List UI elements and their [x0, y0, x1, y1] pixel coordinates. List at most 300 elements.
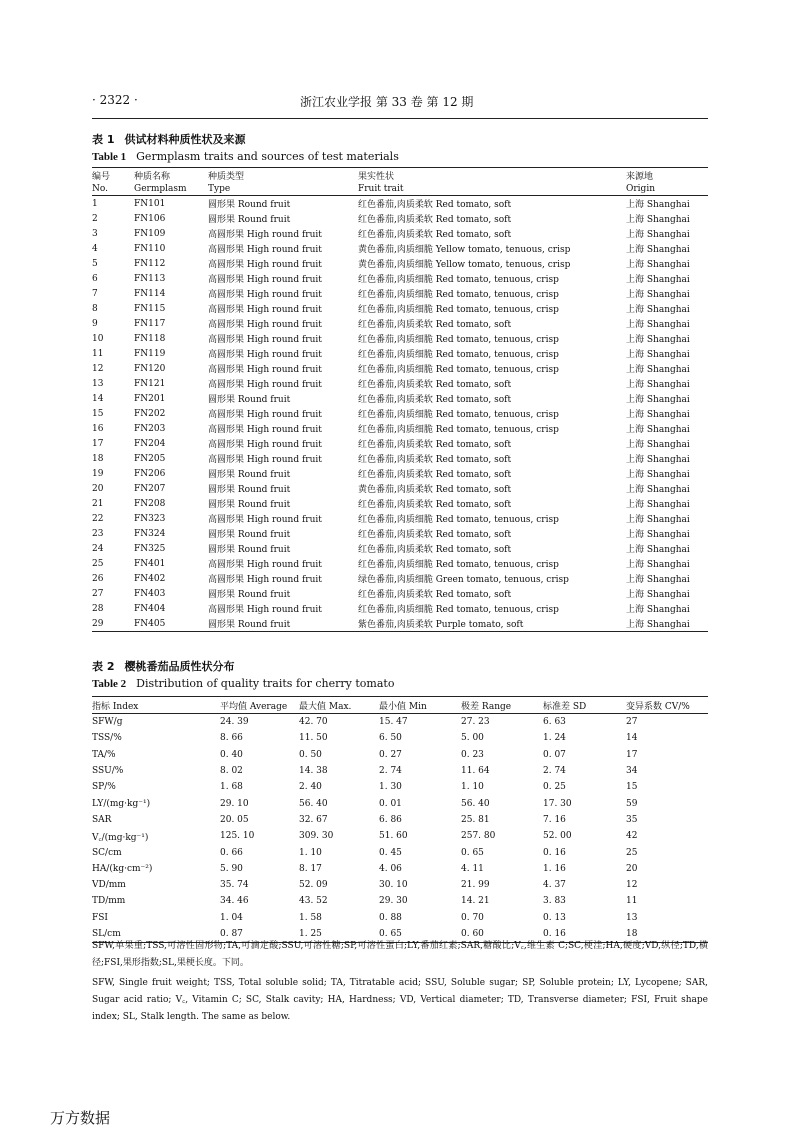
table-cell: 4. 37	[543, 880, 566, 891]
table-cell: TA/%	[92, 749, 116, 760]
table-cell: 上海 Shanghai	[626, 335, 690, 345]
table-cell: 红色番茄,肉质细脆 Red tomato, tenuous, crisp	[358, 290, 559, 300]
table-cell: 4	[92, 243, 98, 254]
table-cell: 圆形果 Round fruit	[208, 215, 291, 225]
table-cell: 0. 45	[379, 847, 402, 858]
table-row	[92, 861, 708, 877]
table-cell: 高圆形果 High round fruit	[208, 290, 322, 300]
column-header: Type	[208, 182, 358, 196]
table-row	[92, 391, 708, 406]
table-cell: 红色番茄,肉质细脆 Red tomato, tenuous, crisp	[358, 305, 559, 315]
table-cell: 上海 Shanghai	[626, 395, 690, 405]
table-cell: 红色番茄,肉质柔软 Red tomato, soft	[358, 200, 512, 210]
table-cell: 8	[92, 303, 98, 314]
table-cell: FSI	[92, 912, 108, 923]
table-cell: FN118	[134, 333, 166, 344]
table-cell: LY/(mg·kg⁻¹)	[92, 798, 151, 809]
table-row	[92, 910, 708, 926]
table-cell: 5. 00	[461, 733, 484, 744]
table-cell: 27	[92, 588, 104, 599]
table-cell: FN325	[134, 543, 166, 554]
header-rule	[92, 118, 708, 119]
table-cell: 红色番茄,肉质细脆 Red tomato, tenuous, crisp	[358, 410, 559, 420]
table-cell: 高圆形果 High round fruit	[208, 320, 322, 330]
table-cell: 上海 Shanghai	[626, 215, 690, 225]
table-cell: 0. 60	[461, 926, 543, 943]
table-cell: 上海 Shanghai	[626, 320, 690, 330]
table-cell: FN110	[134, 243, 166, 254]
table-cell: FN208	[134, 498, 166, 509]
column-header: 标准差 SD	[543, 697, 626, 714]
table-cell: 11. 64	[461, 766, 490, 777]
table-cell: 29	[92, 616, 134, 632]
table-row	[92, 211, 708, 226]
table-cell: 上海 Shanghai	[626, 530, 690, 540]
table-row	[92, 747, 708, 763]
table-cell: 0. 88	[379, 912, 402, 923]
table-cell: 红色番茄,肉质细脆 Red tomato, tenuous, crisp	[358, 365, 559, 375]
table2	[92, 696, 708, 943]
table-cell: 52. 00	[543, 831, 572, 842]
table-cell: FN404	[134, 603, 166, 614]
table-cell: 0. 40	[220, 749, 243, 760]
column-header: 平均值 Average	[220, 697, 299, 714]
table-cell: HA/(kg·cm⁻²)	[92, 863, 153, 874]
column-header: 来源地	[626, 168, 708, 183]
table-cell: 34. 46	[220, 896, 249, 907]
table-cell: 高圆形果 High round fruit	[208, 380, 322, 390]
table-cell: 15	[626, 782, 638, 793]
table-row	[92, 779, 708, 795]
table-cell: 高圆形果 High round fruit	[208, 425, 322, 435]
table-cell: 3. 83	[543, 896, 566, 907]
table-cell: 8. 02	[220, 766, 243, 777]
table-cell: 26	[92, 573, 104, 584]
table-cell: 4. 11	[461, 863, 484, 874]
table-row	[92, 286, 708, 301]
table-cell: 2. 74	[379, 766, 402, 777]
table-cell: 25. 81	[461, 814, 490, 825]
table-row	[92, 893, 708, 909]
table-cell: 高圆形果 High round fruit	[208, 365, 322, 375]
column-header: 指标 Index	[92, 697, 220, 714]
table-cell: 高圆形果 High round fruit	[208, 275, 322, 285]
table-cell: 高圆形果 High round fruit	[208, 350, 322, 360]
table-cell: 6. 50	[379, 733, 402, 744]
table-cell: 红色番茄,肉质柔软 Red tomato, soft	[358, 380, 512, 390]
table-cell: 7. 16	[543, 814, 566, 825]
table-cell: 圆形果 Round fruit	[208, 500, 291, 510]
table-cell: 1. 30	[379, 782, 402, 793]
table-row	[92, 730, 708, 746]
table-cell: FN402	[134, 573, 166, 584]
table-cell: 28	[92, 603, 104, 614]
table-cell: FN120	[134, 363, 166, 374]
table-cell: 红色番茄,肉质柔软 Red tomato, soft	[358, 500, 512, 510]
table-row	[92, 714, 708, 731]
table-cell: 18	[626, 926, 708, 943]
table-cell: 高圆形果 High round fruit	[208, 335, 322, 345]
column-header: 变异系数 CV/%	[626, 697, 708, 714]
table-row	[92, 376, 708, 391]
table-cell: 24	[92, 543, 104, 554]
table-cell: FN403	[134, 588, 166, 599]
table-cell: 0. 87	[220, 926, 299, 943]
table-cell: 上海 Shanghai	[626, 440, 690, 450]
table-cell: 6	[92, 273, 98, 284]
table-cell: 0. 65	[461, 847, 484, 858]
table-cell: 1. 25	[299, 926, 379, 943]
table-cell: 12	[626, 880, 638, 891]
table-row	[92, 301, 708, 316]
table-cell: 高圆形果 High round fruit	[208, 575, 322, 585]
table-row	[92, 421, 708, 436]
table-row	[92, 196, 708, 212]
table2-note-en: SFW, Single fruit weight; TSS, Total soluble solid; TA, Titratable acid; SSU, Soluble sugar; SP, Soluble protein; LY, Lycopene; SAR, Sugar acid ratio; V꜀, Vitamin C; SC, Stalk cavity; HA, Hardness; VD, Vertical diameter; TD, Transverse diameter; FSI, Fruit shape index; SL, Stalk length. The same as below.	[92, 978, 708, 1022]
table-cell: 8. 66	[220, 733, 243, 744]
table-cell: 42. 70	[299, 717, 328, 728]
table-cell: FN119	[134, 348, 166, 359]
table-cell: 上海 Shanghai	[626, 515, 690, 525]
table-row	[92, 571, 708, 586]
table-cell: 0. 65	[379, 926, 461, 943]
table-cell: 1	[92, 198, 98, 209]
table-cell: FN207	[134, 483, 166, 494]
table-cell: 56. 40	[299, 798, 328, 809]
table-cell: 25	[626, 847, 638, 858]
table1-header-en	[92, 182, 708, 196]
table-cell: 红色番茄,肉质细脆 Red tomato, tenuous, crisp	[358, 350, 559, 360]
table-cell: 21. 99	[461, 880, 490, 891]
table-cell: 上海 Shanghai	[626, 305, 690, 315]
table-cell: 1. 68	[220, 782, 243, 793]
table-cell: 上海 Shanghai	[626, 605, 690, 615]
table-cell: 20	[92, 483, 104, 494]
table-cell: 红色番茄,肉质细脆 Red tomato, tenuous, crisp	[358, 275, 559, 285]
table-cell: 5	[92, 258, 98, 269]
table-cell: FN203	[134, 423, 166, 434]
table-cell: 红色番茄,肉质柔软 Red tomato, soft	[358, 545, 512, 555]
table-cell: 黄色番茄,肉质细脆 Yellow tomato, tenuous, crisp	[358, 245, 571, 255]
table-cell: FN401	[134, 558, 166, 569]
table-row	[92, 601, 708, 616]
table-cell: FN323	[134, 513, 166, 524]
table-cell: SSU/%	[92, 766, 124, 777]
table-cell: 上海 Shanghai	[626, 410, 690, 420]
table-cell: 13	[626, 912, 638, 923]
table-cell: 17	[92, 438, 104, 449]
table-cell: TSS/%	[92, 733, 122, 744]
table-cell: 0. 66	[220, 847, 243, 858]
table-cell: 圆形果 Round fruit	[208, 470, 291, 480]
table-cell: 4. 06	[379, 863, 402, 874]
table-row	[92, 511, 708, 526]
table-cell: 黄色番茄,肉质细脆 Yellow tomato, tenuous, crisp	[358, 260, 571, 270]
table-cell: 32. 67	[299, 814, 328, 825]
table-row	[92, 361, 708, 376]
table-cell: 上海 Shanghai	[626, 350, 690, 360]
table-cell: 34	[626, 766, 638, 777]
table-row	[92, 271, 708, 286]
table-row	[92, 316, 708, 331]
table-cell: 6. 63	[543, 717, 566, 728]
table-cell: 红色番茄,肉质柔软 Red tomato, soft	[358, 455, 512, 465]
table-cell: 红色番茄,肉质细脆 Red tomato, tenuous, crisp	[358, 605, 559, 615]
table-row	[92, 436, 708, 451]
table-cell: 上海 Shanghai	[626, 200, 690, 210]
table-cell: 309. 30	[299, 831, 334, 842]
table-cell: FN101	[134, 198, 166, 209]
table-cell: 红色番茄,肉质柔软 Red tomato, soft	[358, 470, 512, 480]
table-row	[92, 406, 708, 421]
table-row	[92, 451, 708, 466]
table-cell: 上海 Shanghai	[626, 425, 690, 435]
table-cell: 7	[92, 288, 98, 299]
table-cell: 上海 Shanghai	[626, 500, 690, 510]
table-cell: 黄色番茄,肉质柔软 Red tomato, soft	[358, 485, 512, 495]
table-cell: 14	[92, 393, 104, 404]
table-cell: SC/cm	[92, 847, 122, 858]
table-cell: 绿色番茄,肉质细脆 Green tomato, tenuous, crisp	[358, 575, 569, 585]
table-cell: 16	[92, 423, 104, 434]
table-cell: 10	[92, 333, 104, 344]
table-row	[92, 346, 708, 361]
table-cell: 高圆形果 High round fruit	[208, 515, 322, 525]
table-cell: 红色番茄,肉质细脆 Red tomato, tenuous, crisp	[358, 335, 559, 345]
table-cell: 2. 40	[299, 782, 322, 793]
table-cell: 上海 Shanghai	[626, 230, 690, 240]
table-cell: 红色番茄,肉质柔软 Red tomato, soft	[358, 440, 512, 450]
table-cell: 上海 Shanghai	[626, 590, 690, 600]
table-cell: SFW/g	[92, 717, 123, 728]
table-cell: FN114	[134, 288, 166, 299]
table-cell: 上海 Shanghai	[626, 575, 690, 585]
table-cell: SL/cm	[92, 926, 220, 943]
table-cell: 高圆形果 High round fruit	[208, 260, 322, 270]
table-row	[92, 331, 708, 346]
table-cell: 红色番茄,肉质柔软 Red tomato, soft	[358, 320, 512, 330]
table-cell: FN201	[134, 393, 166, 404]
table-cell: 0. 16	[543, 926, 626, 943]
table-cell: 17	[626, 749, 638, 760]
table-cell: 18	[92, 453, 104, 464]
table-cell: 52. 09	[299, 880, 328, 891]
table-cell: 0. 25	[543, 782, 566, 793]
table-cell: 17. 30	[543, 798, 572, 809]
table-cell: FN109	[134, 228, 166, 239]
table-cell: FN405	[134, 616, 208, 632]
table-cell: 14. 21	[461, 896, 490, 907]
table-cell: 0. 50	[299, 749, 322, 760]
table-cell: 上海 Shanghai	[626, 260, 690, 270]
table-cell: 19	[92, 468, 104, 479]
table-cell: SAR	[92, 814, 112, 825]
table-cell: 上海 Shanghai	[626, 470, 690, 480]
column-header: 果实性状	[358, 168, 626, 183]
table2-header	[92, 697, 708, 714]
table-cell: FN121	[134, 378, 166, 389]
table-row	[92, 616, 708, 632]
table-cell: 高圆形果 High round fruit	[208, 560, 322, 570]
table-cell: 0. 70	[461, 912, 484, 923]
table-cell: 1. 10	[299, 847, 322, 858]
table-cell: 上海 Shanghai	[626, 275, 690, 285]
table-row	[92, 526, 708, 541]
table-cell: 红色番茄,肉质柔软 Red tomato, soft	[358, 215, 512, 225]
table-cell: 51. 60	[379, 831, 408, 842]
table-row	[92, 226, 708, 241]
table-cell: 圆形果 Round fruit	[208, 395, 291, 405]
table-cell: 35	[626, 814, 638, 825]
table-cell: 红色番茄,肉质细脆 Red tomato, tenuous, crisp	[358, 515, 559, 525]
table-cell: 1. 16	[543, 863, 566, 874]
table-cell: 红色番茄,肉质柔软 Red tomato, soft	[358, 230, 512, 240]
table-row	[92, 812, 708, 828]
table-cell: 红色番茄,肉质细脆 Red tomato, tenuous, crisp	[358, 425, 559, 435]
table-cell: 14	[626, 733, 638, 744]
table-cell: FN324	[134, 528, 166, 539]
table1	[92, 167, 708, 632]
table-row	[92, 795, 708, 811]
column-header: 最小值 Min	[379, 697, 461, 714]
table2-caption-en: Table 2 Distribution of quality traits for cherry tomato	[92, 677, 395, 690]
table-cell: 30. 10	[379, 880, 408, 891]
table-cell: 圆形果 Round fruit	[208, 616, 358, 632]
table-cell: 23	[92, 528, 104, 539]
table-row	[92, 877, 708, 893]
table-cell: 0. 07	[543, 749, 566, 760]
table-cell: VD/mm	[92, 880, 126, 891]
table-cell: FN112	[134, 258, 166, 269]
table-cell: 22	[92, 513, 104, 524]
table-cell: 42	[626, 831, 638, 842]
column-header: 编号	[92, 168, 134, 183]
table-cell: V꜀/(mg·kg⁻¹)	[92, 832, 149, 843]
table2-note-cn: SFW,单果重;TSS,可溶性固形物;TA,可滴定酸;SSU,可溶性糖;SP,可溶性蛋白;LY,番茄红素;SAR,糖酸比;V꜀,维生素 C;SC,梗洼;HA,硬度;VD,纵径;TD,横径;FSI,果形指数;SL,果梗长度。下同。	[92, 941, 708, 968]
table-cell: TD/mm	[92, 896, 126, 907]
table-cell: 3	[92, 228, 98, 239]
table-cell: 21	[92, 498, 104, 509]
column-header: Germplasm	[134, 182, 208, 196]
table-cell: 0. 23	[461, 749, 484, 760]
table-cell: SP/%	[92, 782, 116, 793]
column-header: Origin	[626, 182, 708, 196]
table-cell: 6. 86	[379, 814, 402, 825]
table-cell: 11	[92, 348, 104, 359]
table-cell: 0. 13	[543, 912, 566, 923]
column-header: 种质类型	[208, 168, 358, 183]
table-cell: 红色番茄,肉质柔软 Red tomato, soft	[358, 395, 512, 405]
table-cell: 高圆形果 High round fruit	[208, 245, 322, 255]
table-cell: 上海 Shanghai	[626, 290, 690, 300]
table-cell: 圆形果 Round fruit	[208, 530, 291, 540]
table-cell: 圆形果 Round fruit	[208, 590, 291, 600]
page-number: · 2322 ·	[92, 93, 138, 107]
table-cell: 27	[626, 717, 638, 728]
table-cell: 1. 24	[543, 733, 566, 744]
table2-caption-cn: 表 2 樱桃番茄品质性状分布	[92, 660, 235, 673]
table-cell: 上海 Shanghai	[626, 560, 690, 570]
table-cell: 25	[92, 558, 104, 569]
table-cell: FN206	[134, 468, 166, 479]
table-cell: 11	[626, 896, 638, 907]
table-cell: 59	[626, 798, 638, 809]
table-cell: 27. 23	[461, 717, 490, 728]
table-cell: 上海 Shanghai	[626, 365, 690, 375]
table-cell: 15	[92, 408, 104, 419]
table-cell: 上海 Shanghai	[626, 455, 690, 465]
table-cell: 高圆形果 High round fruit	[208, 230, 322, 240]
table-cell: 1. 04	[220, 912, 243, 923]
table-cell: 24. 39	[220, 717, 249, 728]
table-cell: 5. 90	[220, 863, 243, 874]
table-row	[92, 466, 708, 481]
table-cell: 29. 30	[379, 896, 408, 907]
table-cell: 8. 17	[299, 863, 322, 874]
table-row	[92, 541, 708, 556]
wanfang-watermark: 万方数据	[50, 1109, 111, 1127]
table-cell: 14. 38	[299, 766, 328, 777]
table-cell: 13	[92, 378, 104, 389]
table-row	[92, 256, 708, 271]
table-cell: 11. 50	[299, 733, 328, 744]
column-header: 种质名称	[134, 168, 208, 183]
table-cell: 紫色番茄,肉质柔软 Purple tomato, soft	[358, 616, 626, 632]
journal-title: 浙江农业学报 第 33 卷 第 12 期	[300, 95, 474, 109]
table-cell: 56. 40	[461, 798, 490, 809]
table-cell: 0. 16	[543, 847, 566, 858]
table-cell: 高圆形果 High round fruit	[208, 410, 322, 420]
table-cell: 红色番茄,肉质柔软 Red tomato, soft	[358, 530, 512, 540]
table-cell: FN115	[134, 303, 166, 314]
table-cell: 35. 74	[220, 880, 249, 891]
column-header: Fruit trait	[358, 182, 626, 196]
table-cell: 20	[626, 863, 638, 874]
table-cell: 257. 80	[461, 831, 496, 842]
table-row	[92, 763, 708, 779]
table-cell: 0. 01	[379, 798, 402, 809]
column-header: No.	[92, 182, 134, 196]
table-cell: 2. 74	[543, 766, 566, 777]
table-cell: 2	[92, 213, 98, 224]
table-cell: 1. 58	[299, 912, 322, 923]
table-row	[92, 556, 708, 571]
table-cell: 高圆形果 High round fruit	[208, 455, 322, 465]
table-cell: 上海 Shanghai	[626, 245, 690, 255]
table-cell: 1. 10	[461, 782, 484, 793]
table-cell: 高圆形果 High round fruit	[208, 440, 322, 450]
table-row	[92, 481, 708, 496]
table-cell: 上海 Shanghai	[626, 380, 690, 390]
table-cell: 9	[92, 318, 98, 329]
table-cell: 0. 27	[379, 749, 402, 760]
table-cell: 29. 10	[220, 798, 249, 809]
table-cell: 上海 Shanghai	[626, 545, 690, 555]
table-cell: 红色番茄,肉质细脆 Red tomato, tenuous, crisp	[358, 560, 559, 570]
table-cell: 上海 Shanghai	[626, 485, 690, 495]
table1-caption-en: Table 1 Germplasm traits and sources of test materials	[92, 150, 399, 163]
table-cell: FN113	[134, 273, 166, 284]
table-cell: 125. 10	[220, 831, 255, 842]
table-row	[92, 828, 708, 844]
table-cell: 红色番茄,肉质柔软 Red tomato, soft	[358, 590, 512, 600]
table-cell: 圆形果 Round fruit	[208, 545, 291, 555]
table-cell: FN202	[134, 408, 166, 419]
table-cell: 高圆形果 High round fruit	[208, 605, 322, 615]
table-cell: FN117	[134, 318, 166, 329]
table-row	[92, 586, 708, 601]
table-cell: 圆形果 Round fruit	[208, 485, 291, 495]
